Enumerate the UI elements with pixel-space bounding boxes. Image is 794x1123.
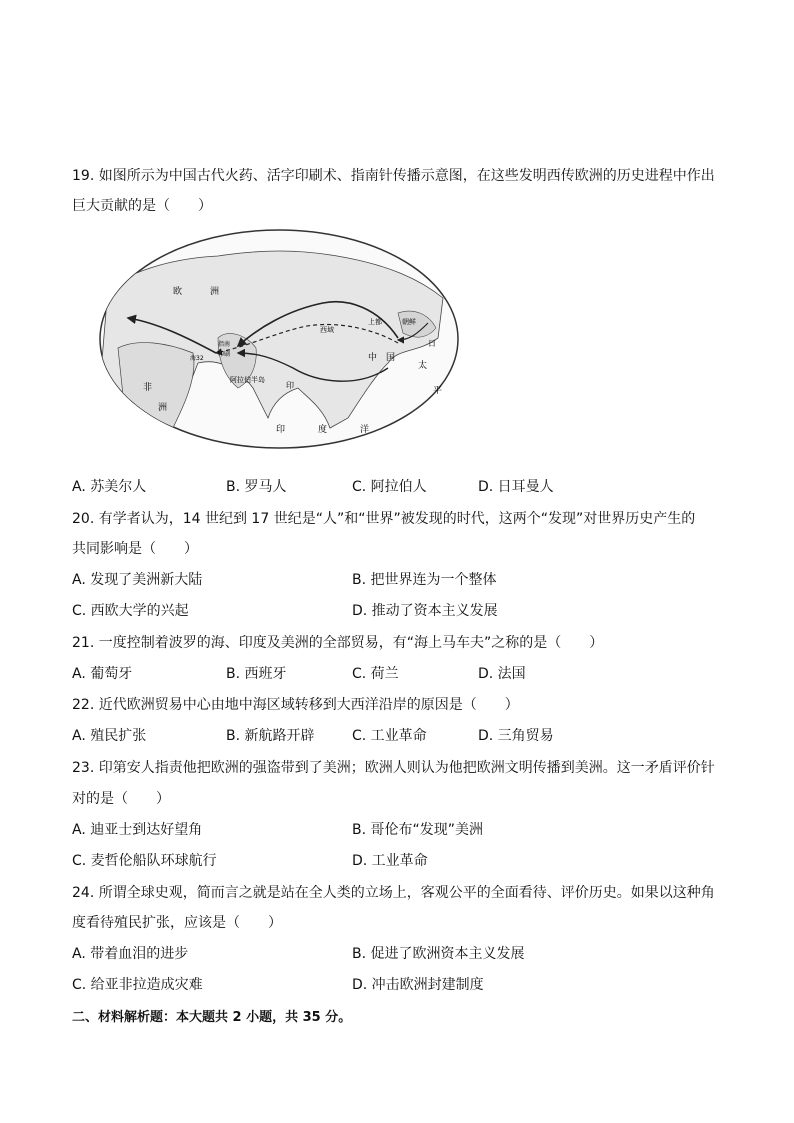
q24-option-d: D. 冲击欧洲封建制度 xyxy=(352,977,484,993)
q19-option-c: C. 阿拉伯人 xyxy=(352,479,427,495)
q21-option-d: D. 法国 xyxy=(478,666,526,682)
q20-stem-line1: 20. 有学者认为，14 世纪到 17 世纪是“人”和“世界”被发现的时代，这两个“发现”对世界历史产生的 xyxy=(72,511,696,527)
label-printing: 印刷 xyxy=(218,351,231,358)
label-arabia: 阿拉伯半岛 xyxy=(230,376,265,384)
label-korea: 朝鲜 xyxy=(402,318,416,326)
q20-stem-line2: 共同影响是（ ） xyxy=(72,541,198,557)
label-india-ocean-du: 度 xyxy=(318,425,328,435)
q24-stem-line1: 24. 所谓全球史观，简而言之就是站在全人类的立场上，客观公平的全面看待、评价历史。如果以这种角 xyxy=(72,885,715,901)
label-xiyu: 西域 xyxy=(320,326,334,334)
label-europe: 欧 xyxy=(173,287,183,297)
label-china-guo: 国 xyxy=(386,353,396,363)
q24-option-a: A. 带着血泪的进步 xyxy=(72,946,189,962)
q23-option-b: B. 哥伦布“发现”美洲 xyxy=(352,822,484,838)
q19-option-a: A. 苏美尔人 xyxy=(72,479,147,495)
label-europe-zhou: 洲 xyxy=(210,287,220,297)
q19-stem-line1: 19. 如图所示为中国古代火药、活字印刷术、指南针传播示意图，在这些发明西传欧洲的历史进程中作出 xyxy=(72,168,715,184)
q22-option-b: B. 新航路开辟 xyxy=(226,728,315,744)
label-africa-zhou: 洲 xyxy=(158,403,168,413)
q23-option-d: D. 工业革命 xyxy=(352,853,428,869)
label-india-ocean-yin: 印 xyxy=(276,425,286,435)
label-sea: 海32 xyxy=(190,355,204,362)
q19-option-b: B. 罗马人 xyxy=(226,479,287,495)
q20-option-c: C. 西欧大学的兴起 xyxy=(72,603,189,619)
q22-option-c: C. 工业革命 xyxy=(352,728,427,744)
q21-option-b: B. 西班牙 xyxy=(226,666,287,682)
label-compass: 指南 xyxy=(218,341,231,348)
q21-stem: 21. 一度控制着波罗的海、印度及美洲的全部贸易，有“海上马车夫”之称的是（ ） xyxy=(72,635,604,651)
q21-option-c: C. 荷兰 xyxy=(352,666,399,682)
q20-option-b: B. 把世界连为一个整体 xyxy=(352,572,497,588)
q20-option-a: A. 发现了美洲新大陆 xyxy=(72,572,203,588)
label-yin: 印 xyxy=(286,381,294,390)
label-india-ocean-yang: 洋 xyxy=(360,425,370,435)
label-shangdu: 上都 xyxy=(368,318,382,326)
q23-stem-line1: 23. 印第安人指责他把欧洲的强盗带到了美洲；欧洲人则认为他把欧洲文明传播到美洲。这一矛盾评价针 xyxy=(72,760,715,776)
invention-spread-map xyxy=(98,228,460,450)
q24-option-c: C. 给亚非拉造成灾难 xyxy=(72,977,203,993)
label-china-zhong: 中 xyxy=(368,353,378,363)
q23-option-a: A. 迪亚士到达好望角 xyxy=(72,822,203,838)
q23-option-c: C. 麦哲伦船队环球航行 xyxy=(72,853,217,869)
q24-stem-line2: 度看待殖民扩张，应该是（ ） xyxy=(72,915,282,931)
q21-option-a: A. 葡萄牙 xyxy=(72,666,133,682)
q20-option-d: D. 推动了资本主义发展 xyxy=(352,603,498,619)
q19-stem-line2: 巨大贡献的是（ ） xyxy=(72,198,212,214)
label-pacific-tai: 太 xyxy=(418,361,428,371)
q19-option-d: D. 日耳曼人 xyxy=(478,479,554,495)
section2-heading: 二、材料解析题：本大题共 2 小题，共 35 分。 xyxy=(72,1010,352,1025)
label-japan: 日 xyxy=(428,339,436,348)
q22-option-a: A. 殖民扩张 xyxy=(72,728,147,744)
q22-option-d: D. 三角贸易 xyxy=(478,728,554,744)
q24-option-b: B. 促进了欧洲资本主义发展 xyxy=(352,946,525,962)
label-africa: 非 xyxy=(143,383,153,393)
q23-stem-line2: 对的是（ ） xyxy=(72,791,170,807)
label-pacific-ping: 平 xyxy=(433,386,443,396)
q22-stem: 22. 近代欧洲贸易中心由地中海区域转移到大西洋沿岸的原因是（ ） xyxy=(72,697,519,713)
